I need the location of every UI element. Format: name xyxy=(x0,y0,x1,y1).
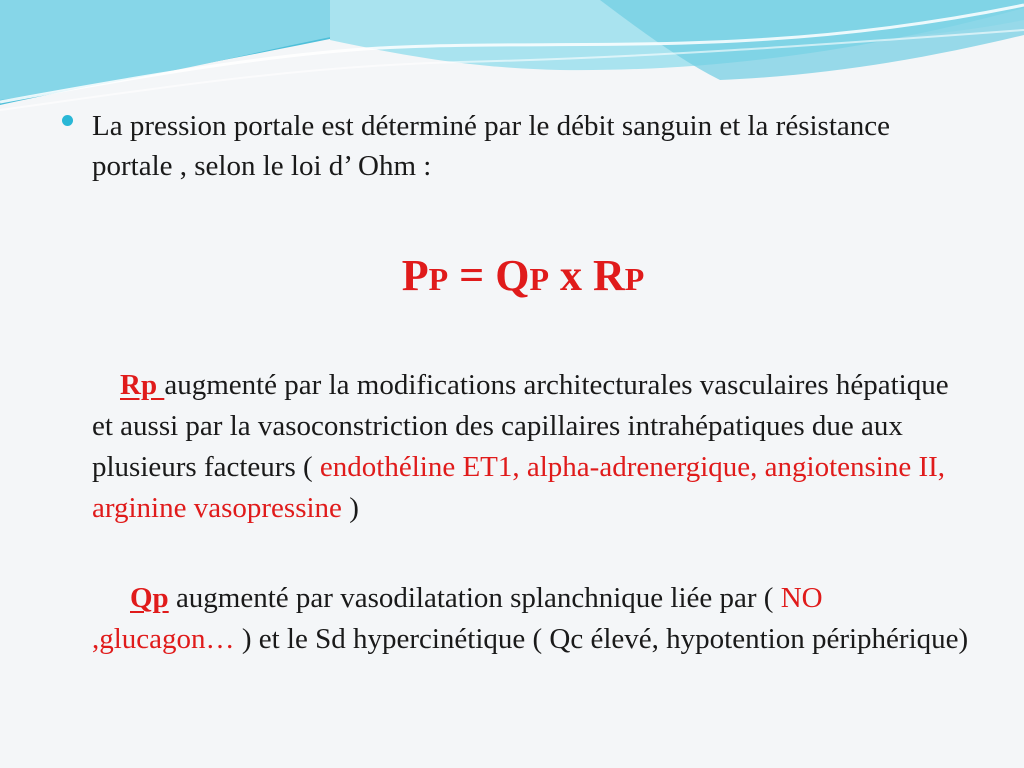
rp-factors: endothéline ET1, alpha-adrenergique, angiotensine II, arginine vasopressine xyxy=(92,451,946,524)
formula-q-subscript: P xyxy=(529,261,549,297)
formula-r-subscript: P xyxy=(624,261,645,297)
rp-keyword: Rp xyxy=(120,369,165,401)
formula-p-subscript: P xyxy=(428,261,449,297)
formula-r: R xyxy=(592,251,625,300)
rp-text: augmenté par la modifications architecturales vasculaires hépatique et aussi par la vasoconstriction des capillaires intrahépatiques due aux plusieurs facteurs ( xyxy=(92,369,949,483)
qp-text: augmenté par vasodilatation splanchnique liée par ( xyxy=(168,582,781,614)
qp-keyword: Qp xyxy=(130,582,169,614)
formula-q: Q xyxy=(495,251,530,300)
qp-text-end: ) et le Sd hypercinétique ( Qc élevé, hypotention périphérique) xyxy=(234,623,969,655)
rp-text-end: ) xyxy=(341,492,359,524)
rp-paragraph xyxy=(92,365,972,529)
qp-paragraph xyxy=(92,578,972,660)
formula-equals: = xyxy=(448,251,496,300)
formula-times: x xyxy=(548,251,593,300)
formula-p: P xyxy=(401,251,429,300)
formula xyxy=(0,248,1024,307)
bullet-text: La pression portale est déterminé par le débit sanguin et la résistance portale , selon le loi d’ Ohm : xyxy=(92,110,891,182)
bullet-dot-icon xyxy=(62,115,73,126)
qp-factors: NO ,glucagon… xyxy=(92,582,823,655)
